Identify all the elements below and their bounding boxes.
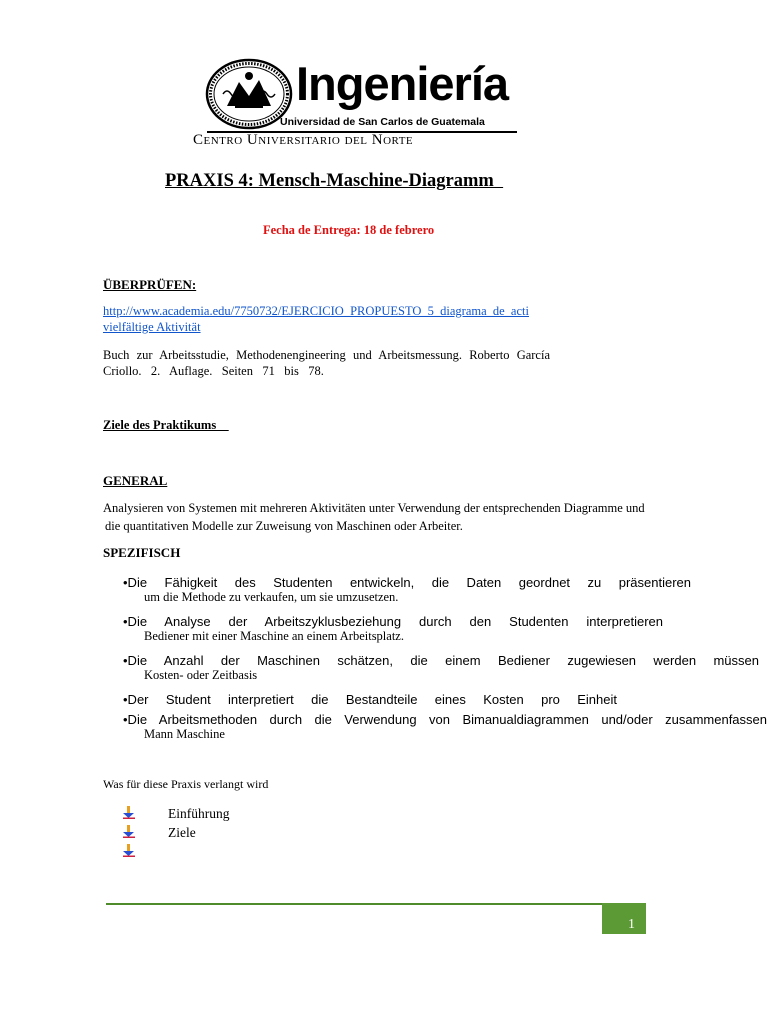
specific-item (123, 575, 691, 605)
required-item: Einführung (168, 806, 230, 821)
specific-item-text: •Die Arbeitsmethoden durch die Verwendung von Bimanualdiagrammen und/oder zusammenfassen (123, 712, 767, 727)
specific-item (123, 614, 663, 644)
general-heading: GENERAL (103, 473, 168, 488)
required-intro: Was für diese Praxis verlangt wird (103, 777, 269, 791)
logo-subtitle: Universidad de San Carlos de Guatemala (280, 116, 485, 128)
reference-link-continued[interactable]: vielfältige Aktivität (103, 320, 201, 334)
page-number-box (602, 903, 646, 934)
document-title: PRAXIS 4: Mensch-Maschine-Diagramm (165, 171, 504, 191)
goals-heading: Ziele des Praktikums (103, 418, 229, 432)
general-text-line-2: die quantitativen Modelle zur Zuweisung von Maschinen oder Arbeiter. (105, 519, 463, 533)
specific-item (123, 712, 767, 742)
specific-item-text: •Der Student interpretiert die Bestandteile eines Kosten pro Einheit (123, 692, 617, 707)
specific-item-continuation: um die Methode zu verkaufen, um sie umzusetzen. (144, 590, 399, 604)
arrow-bullet-icon (123, 844, 135, 857)
arrow-bullet-icon (123, 825, 135, 838)
logo-wordmark: Ingeniería (296, 57, 509, 110)
reference-link[interactable]: http://www.academia.edu/7750732/EJERCICIO_PROPUESTO_5_diagrama_de_acti (103, 304, 529, 318)
specific-item-continuation: Bediener mit einer Maschine an einem Arbeitsplatz. (144, 629, 404, 643)
specific-item (123, 653, 759, 683)
book-reference-line-1: Buch zur Arbeitsstudie, Methodenengineering und Arbeitsmessung. Roberto García (103, 348, 550, 362)
center-name: Centro Universitario del Norte (193, 132, 414, 148)
specific-heading: SPEZIFISCH (103, 545, 181, 560)
specific-item-continuation: Mann Maschine (144, 727, 225, 741)
specific-item-text: •Die Anzahl der Maschinen schätzen, die einem Bediener zugewiesen werden müssen (123, 653, 759, 668)
required-item: Ziele (168, 825, 196, 840)
specific-item (123, 692, 617, 707)
general-text-line-1: Analysieren von Systemen mit mehreren Aktivitäten unter Verwendung der entsprechenden Diagramme und (103, 501, 645, 515)
arrow-bullet-icon (123, 806, 135, 819)
due-date: Fecha de Entrega: 18 de febrero (263, 223, 435, 237)
page-number: 1 (628, 917, 635, 932)
specific-item-continuation: Kosten- oder Zeitbasis (144, 668, 258, 682)
specific-item-text: •Die Analyse der Arbeitszyklusbeziehung durch den Studenten interpretieren (123, 614, 663, 629)
specific-item-text: •Die Fähigkeit des Studenten entwickeln, die Daten geordnet zu präsentieren (123, 575, 691, 590)
book-reference-line-2: Criollo. 2. Auflage. Seiten 71 bis 78. (103, 364, 324, 378)
review-heading: ÜBERPRÜFEN: (103, 277, 197, 292)
footer-divider (106, 903, 602, 905)
